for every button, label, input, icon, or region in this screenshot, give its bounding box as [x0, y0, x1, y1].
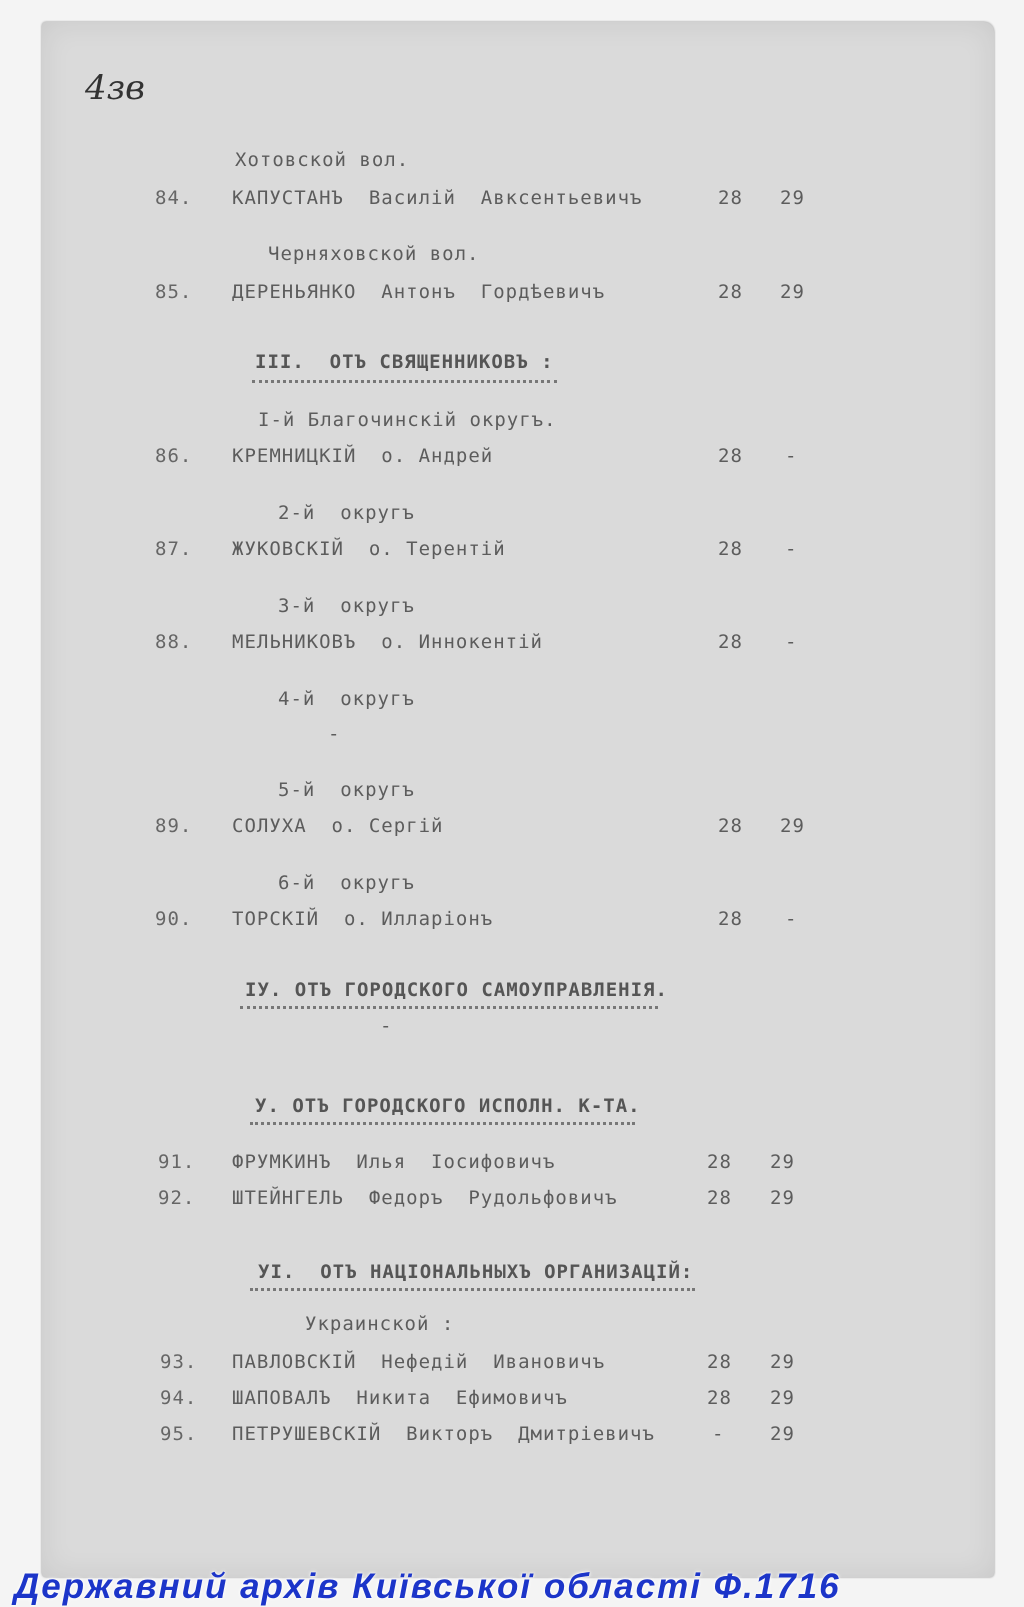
row-name: ШТЕЙНГЕЛЬ Федоръ Рудольфовичъ [232, 1187, 618, 1209]
row-col-a: 28 [707, 1351, 732, 1373]
row-col-b: 29 [770, 1187, 795, 1209]
row-col-a: 28 [718, 187, 743, 209]
section-heading: УI. ОТЪ НАЦІОНАЛЬНЫХЪ ОРГАНИЗАЦІЙ: [258, 1261, 694, 1283]
row-col-b: 29 [780, 815, 805, 837]
empty-dash: - [328, 723, 341, 745]
row-col-b: - [785, 631, 798, 653]
row-name: ФРУМКИНЪ Илья Іосифовичъ [232, 1151, 556, 1173]
row-number: 92. [158, 1187, 196, 1209]
row-number: 95. [160, 1423, 198, 1445]
row-number: 86. [155, 445, 193, 467]
row-number: 94. [160, 1387, 198, 1409]
row-name: ПЕТРУШЕВСКІЙ Викторъ Дмитріевичъ [232, 1423, 655, 1445]
subgroup-label: Украинской : [305, 1313, 455, 1335]
row-col-a: 28 [718, 631, 743, 653]
row-col-a: 28 [718, 815, 743, 837]
row-name: ТОРСКІЙ о. Илларіонъ [232, 908, 494, 930]
row-name: МЕЛЬНИКОВЪ о. Иннокентій [232, 631, 543, 653]
row-col-a: 28 [718, 908, 743, 930]
empty-dash: - [380, 1015, 393, 1037]
district-label: 5-й округъ [278, 779, 415, 801]
row-col-a: 28 [718, 538, 743, 560]
heading-underline [250, 1288, 695, 1291]
row-number: 91. [158, 1151, 196, 1173]
row-col-a: 28 [707, 1187, 732, 1209]
row-col-a: - [712, 1423, 725, 1445]
row-col-a: 28 [707, 1151, 732, 1173]
district-label: 6-й округъ [278, 872, 415, 894]
section-heading: IУ. ОТЪ ГОРОДСКОГО САМОУПРАВЛЕНІЯ. [245, 979, 668, 1001]
heading-underline [240, 1006, 658, 1009]
region-label: Хотовской вол. [235, 149, 410, 171]
row-col-a: 28 [718, 445, 743, 467]
row-name: СОЛУХА о. Сергій [232, 815, 444, 837]
row-col-b: 29 [770, 1151, 795, 1173]
row-name: КАПУСТАНЪ Василій Авксентьевичъ [232, 187, 643, 209]
row-number: 89. [155, 815, 193, 837]
row-name: ДЕРЕНЬЯНКО Антонъ Гордѣевичъ [232, 281, 606, 303]
row-number: 87. [155, 538, 193, 560]
row-col-a: 28 [718, 281, 743, 303]
row-col-b: 29 [770, 1351, 795, 1373]
row-col-b: 29 [780, 187, 805, 209]
district-label: 4-й округъ [278, 688, 415, 710]
section-heading: У. ОТЪ ГОРОДСКОГО ИСПОЛН. К-ТА. [255, 1095, 641, 1117]
handwritten-page-number: 4зв [85, 68, 145, 108]
row-col-b: - [785, 908, 798, 930]
section-heading: III. ОТЪ СВЯЩЕННИКОВЪ : [255, 351, 554, 373]
row-col-b: 29 [780, 281, 805, 303]
row-col-a: 28 [707, 1387, 732, 1409]
row-name: КРЕМНИЦКІЙ о. Андрей [232, 445, 494, 467]
district-label: I-й Благочинскій округъ. [258, 409, 557, 431]
row-name: ПАВЛОВСКІЙ Нефедій Ивановичъ [232, 1351, 606, 1373]
row-number: 84. [155, 187, 193, 209]
heading-underline [250, 1122, 635, 1125]
district-label: 2-й округъ [278, 502, 415, 524]
archive-watermark: Державний архів Київської області Ф.1716 [14, 1567, 841, 1606]
document-page [42, 22, 994, 1577]
row-col-b: 29 [770, 1387, 795, 1409]
row-col-b: - [785, 445, 798, 467]
district-label: 3-й округъ [278, 595, 415, 617]
row-col-b: 29 [770, 1423, 795, 1445]
region-label: Черняховской вол. [268, 243, 480, 265]
row-name: ЖУКОВСКІЙ о. Терентій [232, 538, 506, 560]
heading-underline [252, 380, 557, 383]
row-number: 90. [155, 908, 193, 930]
row-name: ШАПОВАЛЪ Никита Ефимовичъ [232, 1387, 568, 1409]
row-number: 93. [160, 1351, 198, 1373]
row-number: 85. [155, 281, 193, 303]
row-number: 88. [155, 631, 193, 653]
row-col-b: - [785, 538, 798, 560]
